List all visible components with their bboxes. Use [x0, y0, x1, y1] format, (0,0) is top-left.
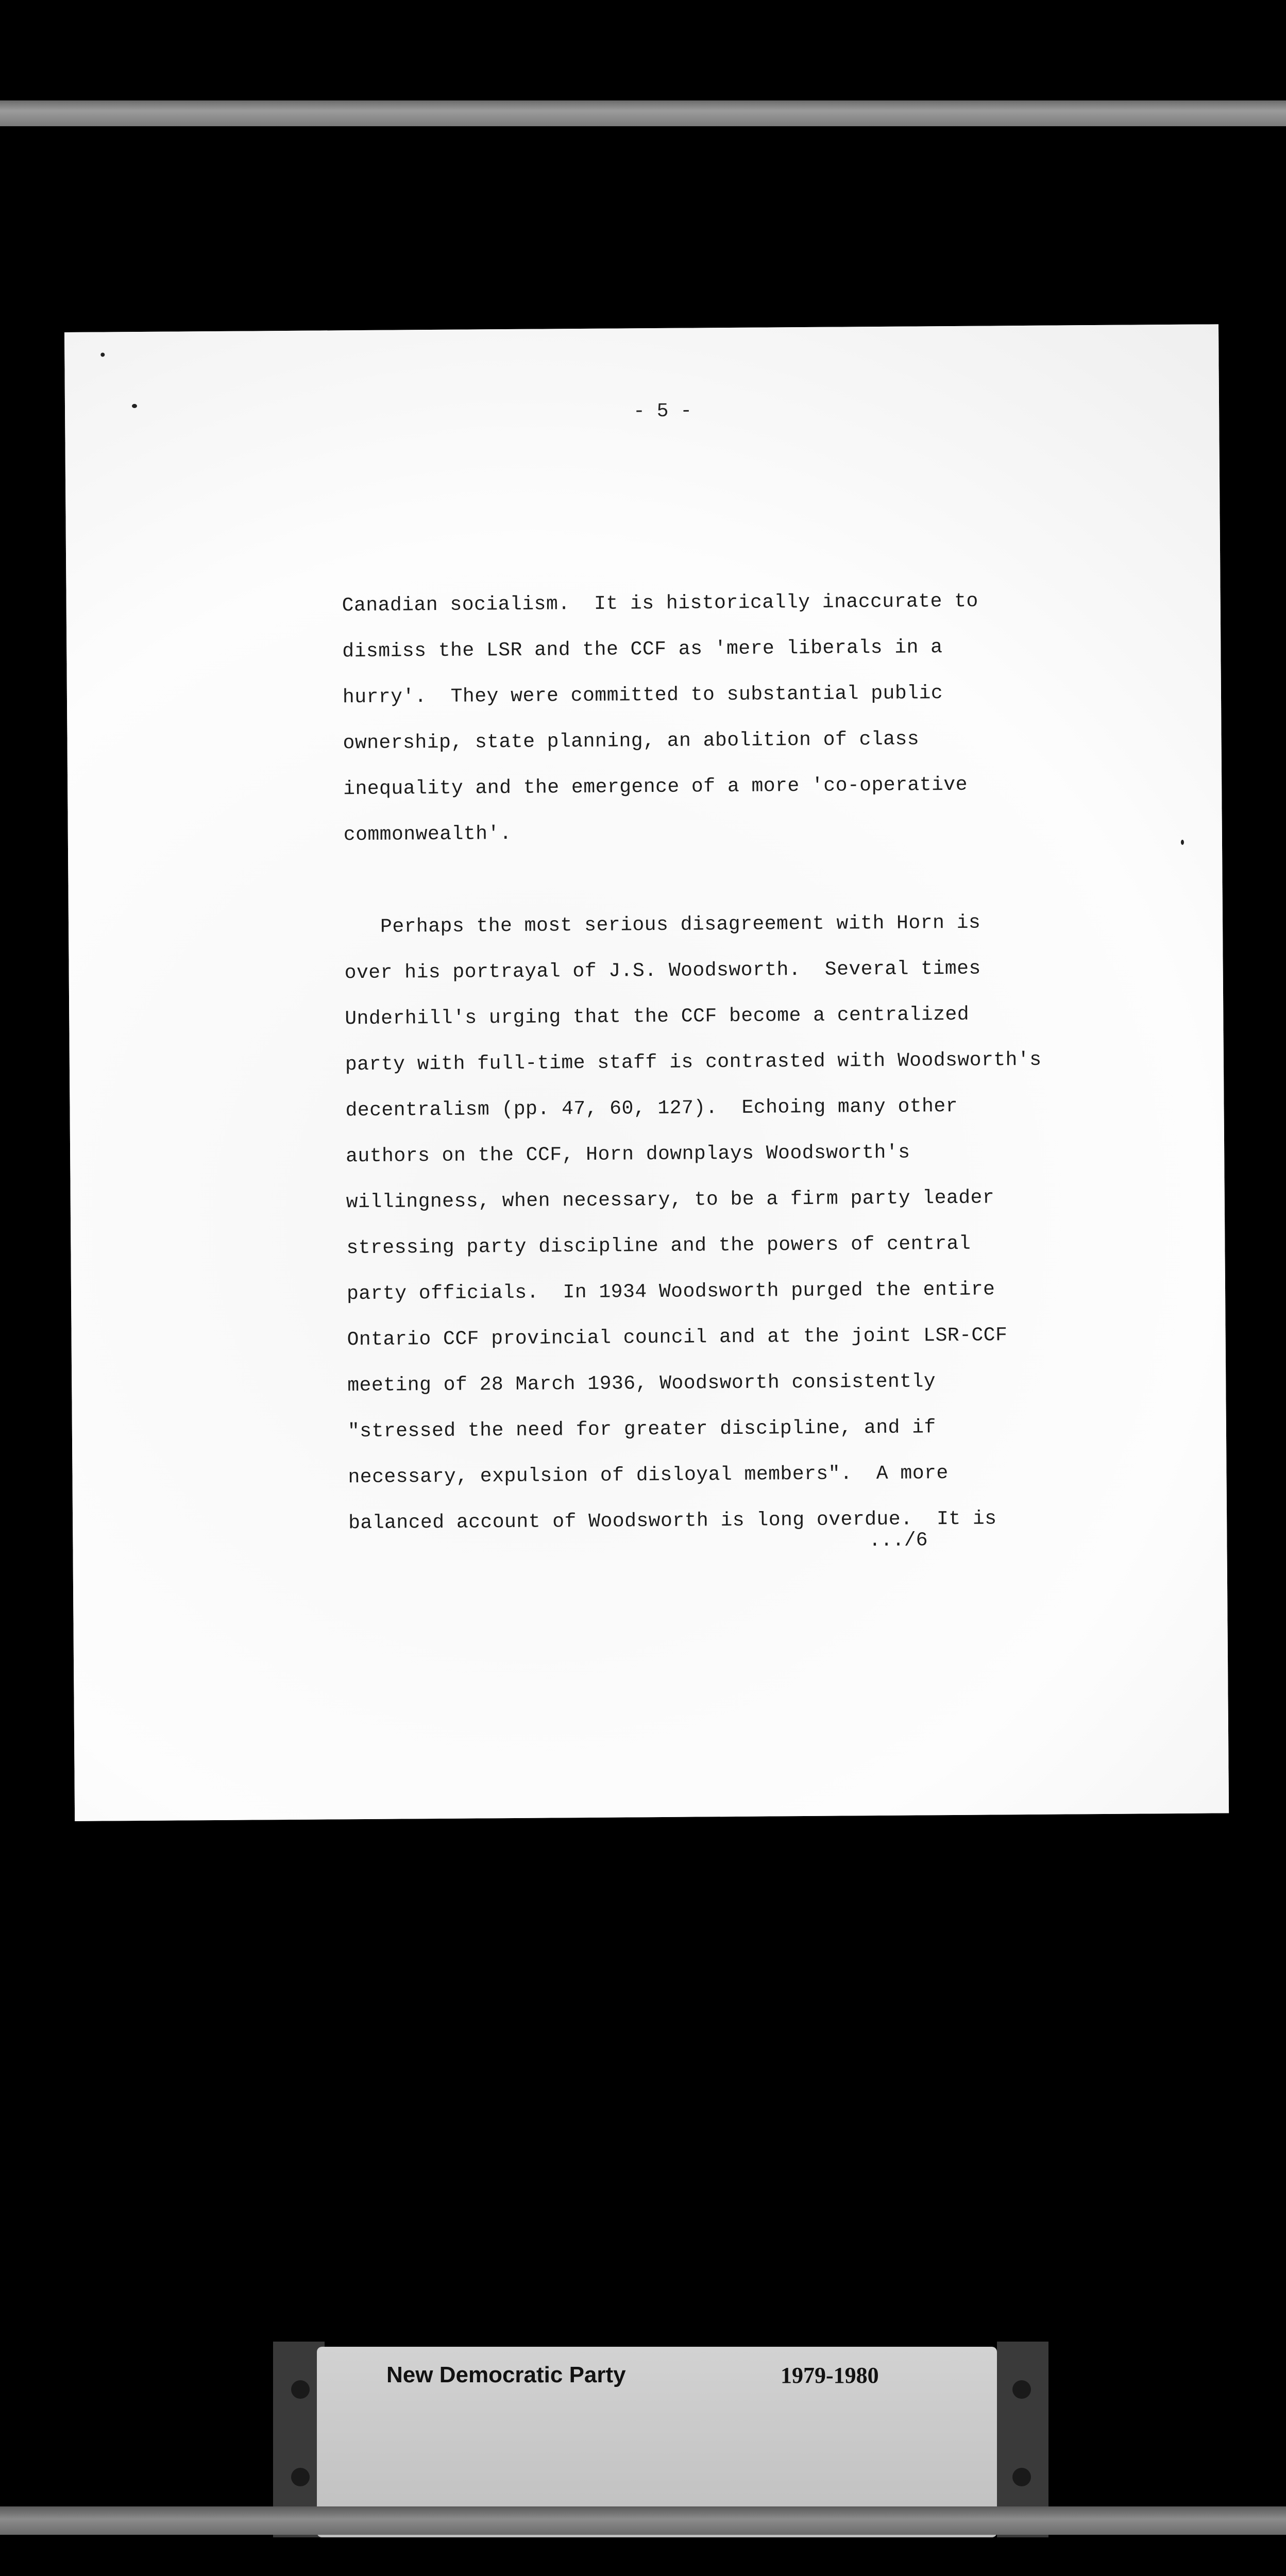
text-line: willingness, when necessary, to be a firm party leader: [346, 1187, 995, 1214]
punch-hole: [1012, 2468, 1031, 2486]
text-line: authors on the CCF, Horn downplays Woodsworth's: [346, 1141, 910, 1168]
punch-hole: [291, 2380, 310, 2399]
ink-speck: [1181, 840, 1184, 845]
text-line: inequality and the emergence of a more 'co-operative: [343, 773, 968, 801]
text-line: party officials. In 1934 Woodsworth purged the entire: [346, 1278, 995, 1306]
paragraph-2: [344, 899, 1070, 1546]
text-line: dismiss the LSR and the CCF as 'mere liberals in a: [342, 636, 943, 663]
ink-speck: [132, 404, 137, 408]
text-line: Canadian socialism. It is historically inaccurate to: [342, 590, 978, 617]
film-strip-bottom: [0, 2506, 1286, 2535]
text-line: necessary, expulsion of disloyal members". A more: [348, 1462, 949, 1489]
punch-hole: [1012, 2380, 1031, 2399]
text-line: stressing party discipline and the powers of central: [346, 1232, 971, 1260]
body-text: [342, 578, 1070, 1546]
text-line: ownership, state planning, an abolition of class: [343, 728, 920, 755]
text-line: balanced account of Woodsworth is long overdue. It is: [348, 1507, 997, 1535]
punch-hole: [291, 2468, 310, 2486]
text-line: Ontario CCF provincial council and at the joint LSR-CCF: [347, 1324, 1008, 1351]
continuation-marker: .../6: [869, 1529, 928, 1552]
label-years: 1979-1980: [781, 2363, 879, 2388]
paragraph-gap: [344, 853, 1065, 904]
film-strip-top: [0, 100, 1286, 126]
text-line: Underhill's urging that the CCF become a centralized: [345, 1003, 970, 1030]
text-line: hurry'. They were committed to substantial public: [342, 682, 943, 709]
text-line: decentralism (pp. 47, 60, 127). Echoing many other: [345, 1095, 958, 1122]
page-number: - 5 -: [633, 400, 692, 423]
label-party-name: New Democratic Party: [386, 2362, 626, 2387]
text-line: Perhaps the most serious disagreement with Horn is: [380, 911, 981, 938]
text-line: party with full-time staff is contrasted with Woodsworth's: [345, 1048, 1042, 1076]
document-page: [64, 324, 1229, 1821]
text-line: "stressed the need for greater discipline, and if: [347, 1416, 936, 1443]
text-line: meeting of 28 March 1936, Woodsworth consistently: [347, 1370, 936, 1397]
paragraph-1: [342, 578, 1065, 858]
text-line: over his portrayal of J.S. Woodsworth. Several times: [344, 957, 981, 985]
ink-speck: [100, 352, 105, 357]
text-line: commonwealth'.: [343, 822, 512, 846]
